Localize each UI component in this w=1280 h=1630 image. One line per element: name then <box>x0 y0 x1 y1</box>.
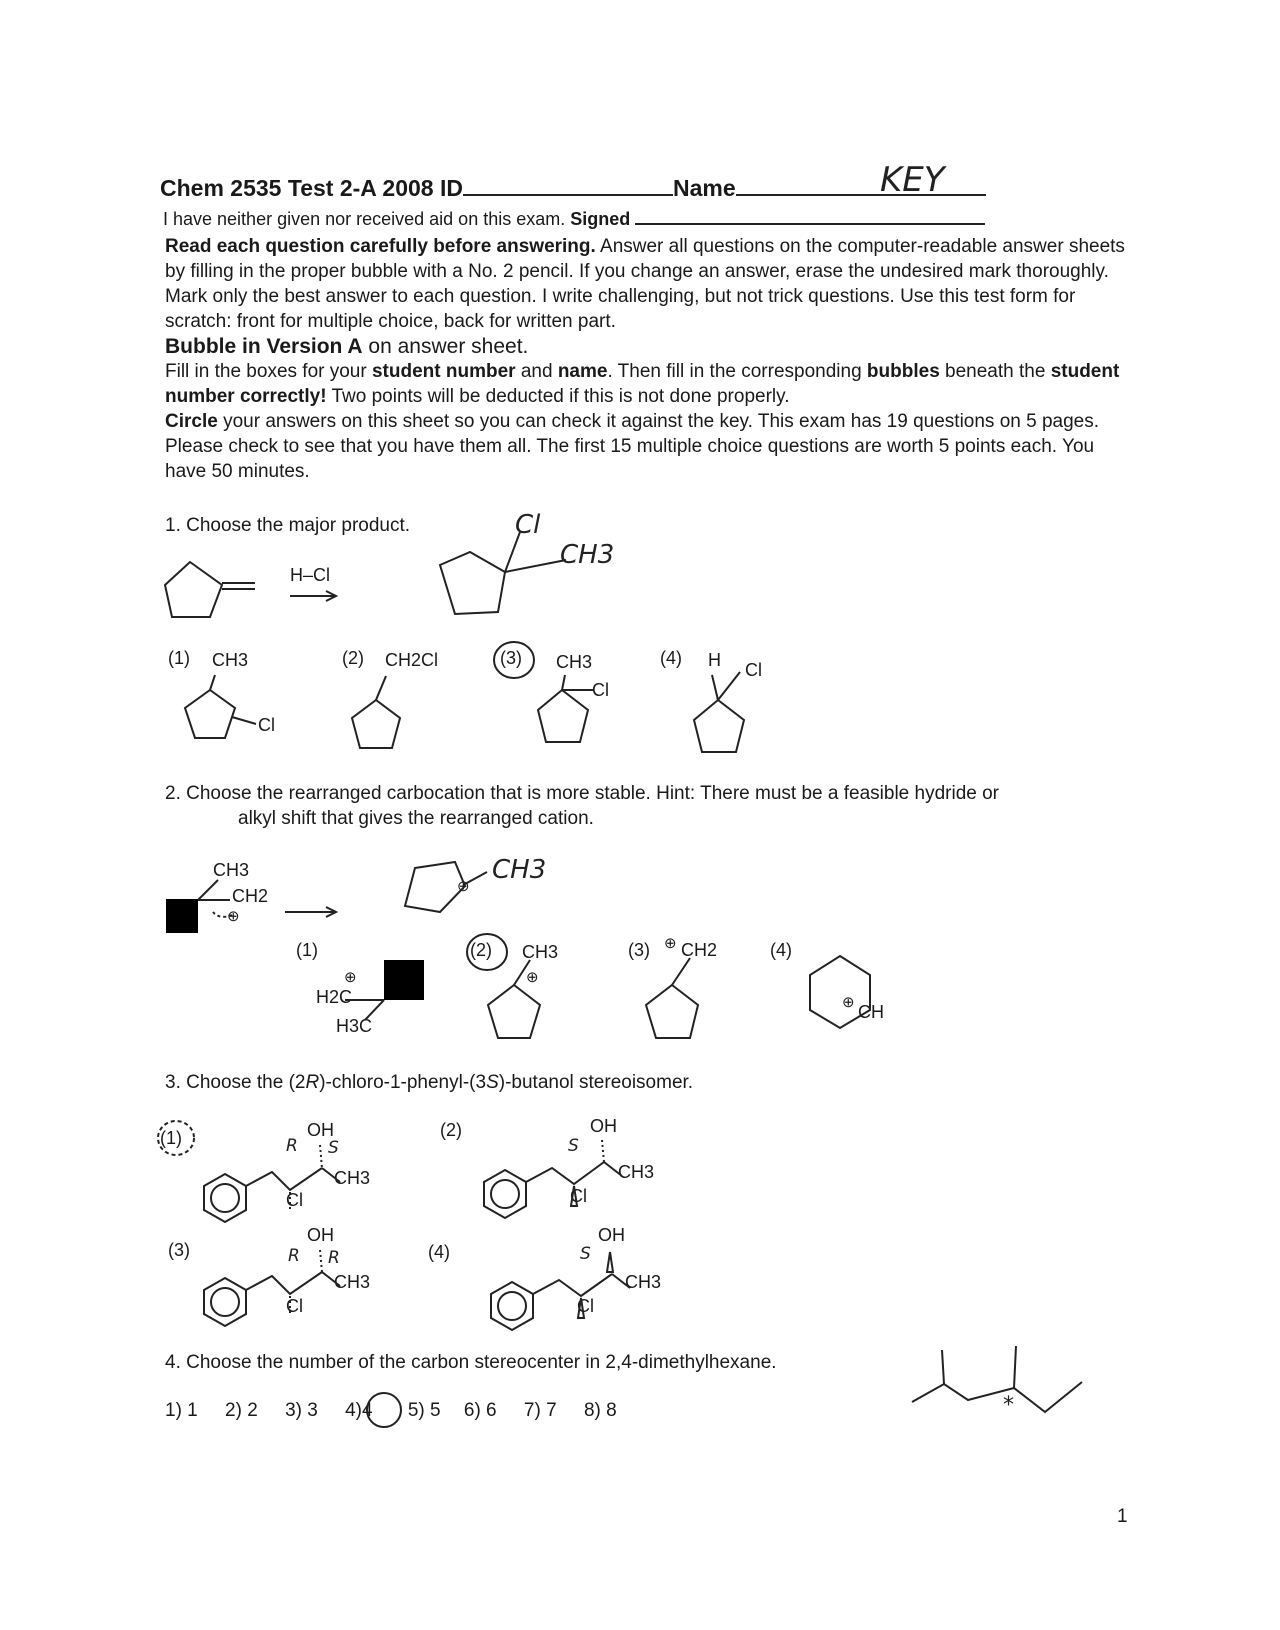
q2-opt3-ch2: CH2 <box>681 940 718 960</box>
q3-option-2-label[interactable]: (2) <box>440 1120 462 1140</box>
q1-hand-ch3: CH3 <box>560 540 615 570</box>
fill-bubbles: bubbles <box>866 361 940 382</box>
q3-opt1-cl: Cl <box>286 1190 303 1210</box>
q4-choice-3[interactable]: 3) 3 <box>285 1400 318 1421</box>
q1-opt3-ch3: CH3 <box>556 652 593 672</box>
q1-opt2-ch2cl: CH2Cl <box>385 650 439 670</box>
q1-reaction-arrow <box>290 591 336 601</box>
q1-option-3-label-circled[interactable]: (3) <box>500 648 522 668</box>
q2-answer-circle <box>467 934 507 970</box>
q2-opt4-ch: CH <box>858 1002 884 1022</box>
q3-option-4-label[interactable]: (4) <box>428 1242 450 1262</box>
q3-opt2-mark-s: S <box>568 1136 579 1156</box>
q3-opt4-mark-s: S <box>580 1244 591 1264</box>
q3-answer-circle <box>158 1121 194 1155</box>
fill-student-number: student number <box>371 361 516 382</box>
pledge-text: I have neither given nor received aid on this exam. <box>163 209 566 229</box>
q2-hand-ch3: CH3 <box>492 855 547 885</box>
q3-opt3-cl: Cl <box>286 1296 303 1316</box>
q4-answer-circle <box>367 1393 401 1427</box>
q1-opt4-structure <box>694 672 744 752</box>
q2-start-ch2: CH2 <box>232 886 269 906</box>
q3-text-2r: (2 <box>288 1072 306 1093</box>
q4-stereocenter-star: * <box>1003 1393 1014 1418</box>
q2-option-2-label-circled[interactable]: (2) <box>470 940 492 960</box>
q4-choice-5[interactable]: 5) 5 <box>407 1400 441 1421</box>
q1-opt3-cl: Cl <box>592 680 609 700</box>
q1-text: 1. Choose the major product. <box>165 515 411 536</box>
q2-start-plus: ⊕ <box>227 908 240 925</box>
q4-choice-1[interactable]: 1) 1 <box>165 1400 198 1421</box>
q2-opt1-h3c: H3C <box>336 1016 373 1036</box>
q3-opt3-structure <box>204 1250 340 1326</box>
q2-option-3-label[interactable]: (3) <box>628 940 650 960</box>
name-value-handwritten: KEY <box>880 160 945 200</box>
q3-opt1-mark-r: R <box>286 1136 298 1156</box>
read-rest: Answer all questions on the computer-readable answer sheets by filling in the proper bubble with a No. 2 pencil. If you change an answer, erase the undesired mark thoroughly. Mark only the best answer to each question. I write challenging, but not trick questions. Use this test form for scratch: front for multiple choice, back for written part. <box>165 236 1125 332</box>
fill-name: name <box>557 361 608 382</box>
q1-hand-cl: Cl <box>515 510 541 540</box>
q4-choice-4-circled[interactable]: 4)4 <box>345 1400 373 1421</box>
q4-choice-6[interactable]: 6) 6 <box>463 1400 497 1421</box>
q3-option-3-label[interactable]: (3) <box>168 1240 190 1260</box>
q2-opt2-ch3: CH3 <box>522 942 559 962</box>
q3-text-1: 3. Choose the <box>165 1072 289 1093</box>
q2-opt1-h2c: H2C <box>316 987 353 1007</box>
q2-option-1-label[interactable]: (1) <box>296 940 318 960</box>
q3-opt3-mark-r2: R <box>328 1248 340 1268</box>
q2-start-structure <box>166 880 336 933</box>
circle-rest: your answers on this sheet so you can check it against the key. This exam has 19 questions on 5 pages. Please check to see that you have them all. The first 15 multiple choice questions are worth 5 points each. You have 50 minutes. <box>165 411 1100 482</box>
q1-opt2-structure <box>352 676 400 748</box>
q3-opt3-mark-r1: R <box>288 1246 300 1266</box>
q2-opt2-plus: ⊕ <box>526 969 539 986</box>
q3-opt4-cl: Cl <box>577 1296 594 1316</box>
fill-and: and <box>515 361 558 382</box>
q4-hand-skeleton <box>912 1346 1082 1412</box>
q1-opt1-cl: Cl <box>258 715 275 735</box>
q2-opt3-plus: ⊕ <box>664 935 677 952</box>
q3-opt1-structure <box>204 1145 340 1222</box>
read-bold: Read each question carefully before answering. <box>165 236 596 257</box>
bubble-bold: Bubble in Version A <box>165 335 363 358</box>
q2-start-ch3: CH3 <box>213 860 250 880</box>
fill-4: Two points will be deducted if this is not done properly. <box>326 386 790 407</box>
q1-hand-product <box>440 532 566 614</box>
q3-text-r: R <box>305 1072 320 1093</box>
q1-option-4-label[interactable]: (4) <box>660 648 682 668</box>
exam-title: Chem 2535 Test 2-A 2008 ID <box>160 175 463 201</box>
q2-opt1-structure <box>345 960 424 1020</box>
signed-label: Signed <box>570 209 631 229</box>
q3-opt3-ch3: CH3 <box>334 1272 371 1292</box>
q3-option-1-label-circled[interactable]: (1) <box>160 1128 182 1148</box>
name-label: Name <box>672 175 736 201</box>
q3-opt4-ch3: CH3 <box>625 1272 662 1292</box>
q2-hand-plus: ⊕ <box>457 878 470 895</box>
q2-opt4-structure <box>810 956 870 1028</box>
q2-opt2-structure <box>488 960 540 1038</box>
q1-opt4-h: H <box>708 650 721 670</box>
page-number: 1 <box>1117 1506 1128 1527</box>
q3-opt2-ch3: CH3 <box>618 1162 655 1182</box>
fill-correctly: student number correctly! <box>165 361 1120 407</box>
q1-opt4-cl: Cl <box>745 660 762 680</box>
q1-methylenecyclopentane <box>165 562 255 617</box>
fill-1: Fill in the boxes for your <box>165 361 372 382</box>
q1-opt1-structure <box>185 675 256 738</box>
q4-choice-2[interactable]: 2) 2 <box>225 1400 258 1421</box>
q2-opt1-plus: ⊕ <box>344 969 357 986</box>
q2-opt3-structure <box>646 958 698 1038</box>
q2-option-4-label[interactable]: (4) <box>770 940 792 960</box>
q3-opt2-cl: Cl <box>570 1186 587 1206</box>
q4-text: 4. Choose the number of the carbon stereocenter in 2,4-dimethylhexane. <box>165 1352 777 1373</box>
q3-opt1-ch3: CH3 <box>334 1168 371 1188</box>
fill-2: . Then fill in the corresponding <box>607 361 867 382</box>
q2-hand-product <box>405 862 487 912</box>
circle-bold: Circle <box>165 411 218 432</box>
q3-text-4: )-butanol stereoisomer. <box>498 1072 694 1093</box>
q3-opt4-oh: OH <box>598 1225 625 1245</box>
q3-text-s: S <box>486 1072 499 1093</box>
q3-text-3: )-chloro-1-phenyl-(3 <box>319 1072 487 1093</box>
q3-opt2-oh: OH <box>590 1116 617 1136</box>
q1-opt3-structure <box>538 675 594 742</box>
q2-text: 2. Choose the rearranged carbocation that is more stable. Hint: There must be a feasible hydride or <box>165 783 999 804</box>
q1-option-2-label[interactable]: (2) <box>342 648 364 668</box>
q1-answer-circle <box>494 642 534 678</box>
q1-reagent: H–Cl <box>290 565 331 585</box>
q1-opt1-ch3: CH3 <box>212 650 249 670</box>
q4-choice-7[interactable]: 7) 7 <box>523 1400 557 1421</box>
q3-opt1-oh: OH <box>307 1120 334 1140</box>
q3-opt3-oh: OH <box>307 1225 334 1245</box>
q3-opt1-mark-s: S <box>328 1138 339 1158</box>
q2-text-2: alkyl shift that gives the rearranged cation. <box>238 808 594 829</box>
fill-3: beneath the <box>939 361 1051 382</box>
bubble-rest: on answer sheet. <box>362 335 529 358</box>
q1-option-1-label[interactable]: (1) <box>168 648 190 668</box>
q2-opt4-plus: ⊕ <box>842 994 855 1011</box>
q3-opt2-structure <box>484 1140 622 1218</box>
q3-opt4-structure <box>491 1252 630 1330</box>
q4-choice-8[interactable]: 8) 8 <box>583 1400 617 1421</box>
